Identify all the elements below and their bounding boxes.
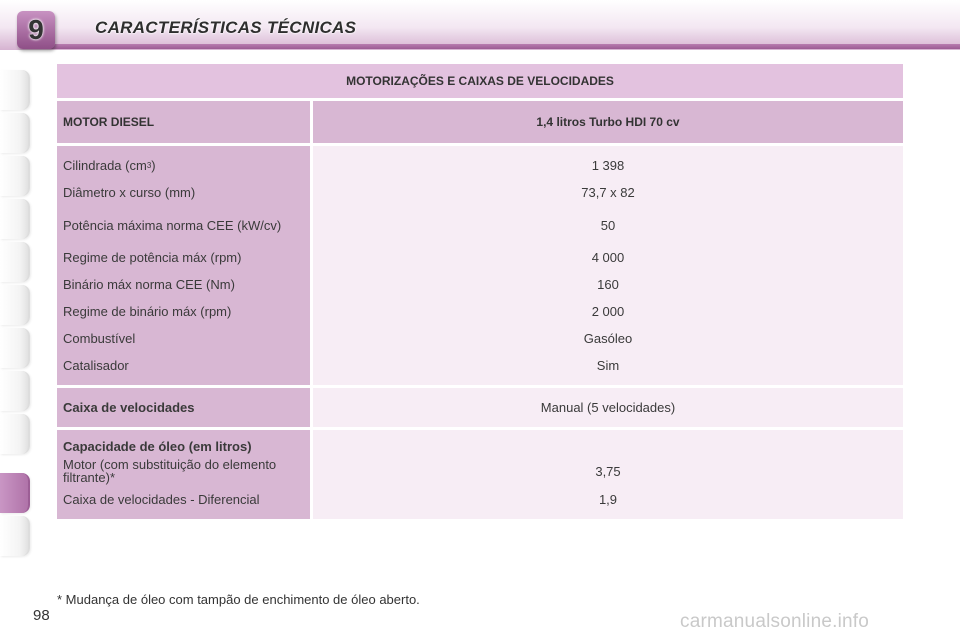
gearbox-label: Caixa de velocidades <box>63 400 195 415</box>
spec-label: Cilindrada (cm 3 ) <box>63 158 156 173</box>
engine-type-heading: MOTOR DIESEL <box>57 101 310 143</box>
oil-capacity-block <box>57 430 903 519</box>
oil-label: Motor (com substituição do elemento filtrante)* <box>63 457 277 485</box>
spec-label: Combustível <box>63 331 136 346</box>
watermark: carmanualsonline.info <box>680 611 870 632</box>
oil-label: Caixa de velocidades - Diferencial <box>63 492 260 507</box>
spec-value: 160 <box>597 277 619 292</box>
page-title: CARACTERÍSTICAS TÉCNICAS <box>95 18 357 37</box>
chapter-tab[interactable] <box>0 414 30 454</box>
header-divider <box>40 44 960 49</box>
spec-label: Regime de potência máx (rpm) <box>63 250 242 265</box>
spec-value: 50 <box>600 217 616 233</box>
oil-heading-spacer <box>313 436 903 456</box>
chapter-tab[interactable] <box>0 371 30 411</box>
spec-value: Gasóleo <box>583 331 633 346</box>
engine-spec-labels <box>57 146 310 385</box>
chapter-tab-active[interactable] <box>0 473 30 513</box>
engine-spec-values <box>313 146 903 385</box>
chapter-tab[interactable] <box>0 199 30 239</box>
chapter-badge: 9 <box>17 11 55 49</box>
chapter-tab[interactable] <box>0 328 30 368</box>
engine-spec-block <box>57 146 903 385</box>
oil-value: 3,75 <box>595 463 621 479</box>
oil-labels <box>57 430 310 519</box>
chapter-tab[interactable] <box>0 242 30 282</box>
spec-value: 73,7 x 82 <box>581 185 635 200</box>
oil-value: 1,9 <box>598 492 618 507</box>
gearbox-block <box>57 388 903 427</box>
chapter-tab[interactable] <box>0 516 30 556</box>
table-header-row <box>57 101 903 143</box>
spec-label: Diâmetro x curso (mm) <box>63 185 196 200</box>
chapter-tab[interactable] <box>0 156 30 196</box>
spec-value: 1 398 <box>591 158 625 173</box>
table-title: MOTORIZAÇÕES E CAIXAS DE VELOCIDADES <box>57 64 903 98</box>
gearbox-value-cell <box>313 388 903 427</box>
spec-label: Potência máxima norma CEE (kW/cv) <box>63 217 282 233</box>
spec-table <box>57 64 903 519</box>
gearbox-label-cell <box>57 388 310 427</box>
spec-label: Binário máx norma CEE (Nm) <box>63 277 235 292</box>
spec-value: 4 000 <box>591 250 625 265</box>
spec-value: 2 000 <box>591 304 625 319</box>
page-number: 98 <box>33 607 50 624</box>
chapter-tabs <box>0 70 34 570</box>
engine-model-heading: 1,4 litros Turbo HDI 70 cv <box>313 101 903 143</box>
chapter-tab[interactable] <box>0 113 30 153</box>
chapter-tab[interactable] <box>0 285 30 325</box>
gearbox-value: Manual (5 velocidades) <box>540 400 676 415</box>
chapter-tab[interactable] <box>0 70 30 110</box>
spec-value: Sim <box>596 358 620 373</box>
spec-label: Regime de binário máx (rpm) <box>63 304 232 319</box>
oil-values <box>313 430 903 519</box>
footnote: * Mudança de óleo com tampão de enchimento de óleo aberto. <box>57 592 420 607</box>
spec-label: Catalisador <box>63 358 129 373</box>
oil-capacity-heading: Capacidade de óleo (em litros) <box>63 438 252 454</box>
